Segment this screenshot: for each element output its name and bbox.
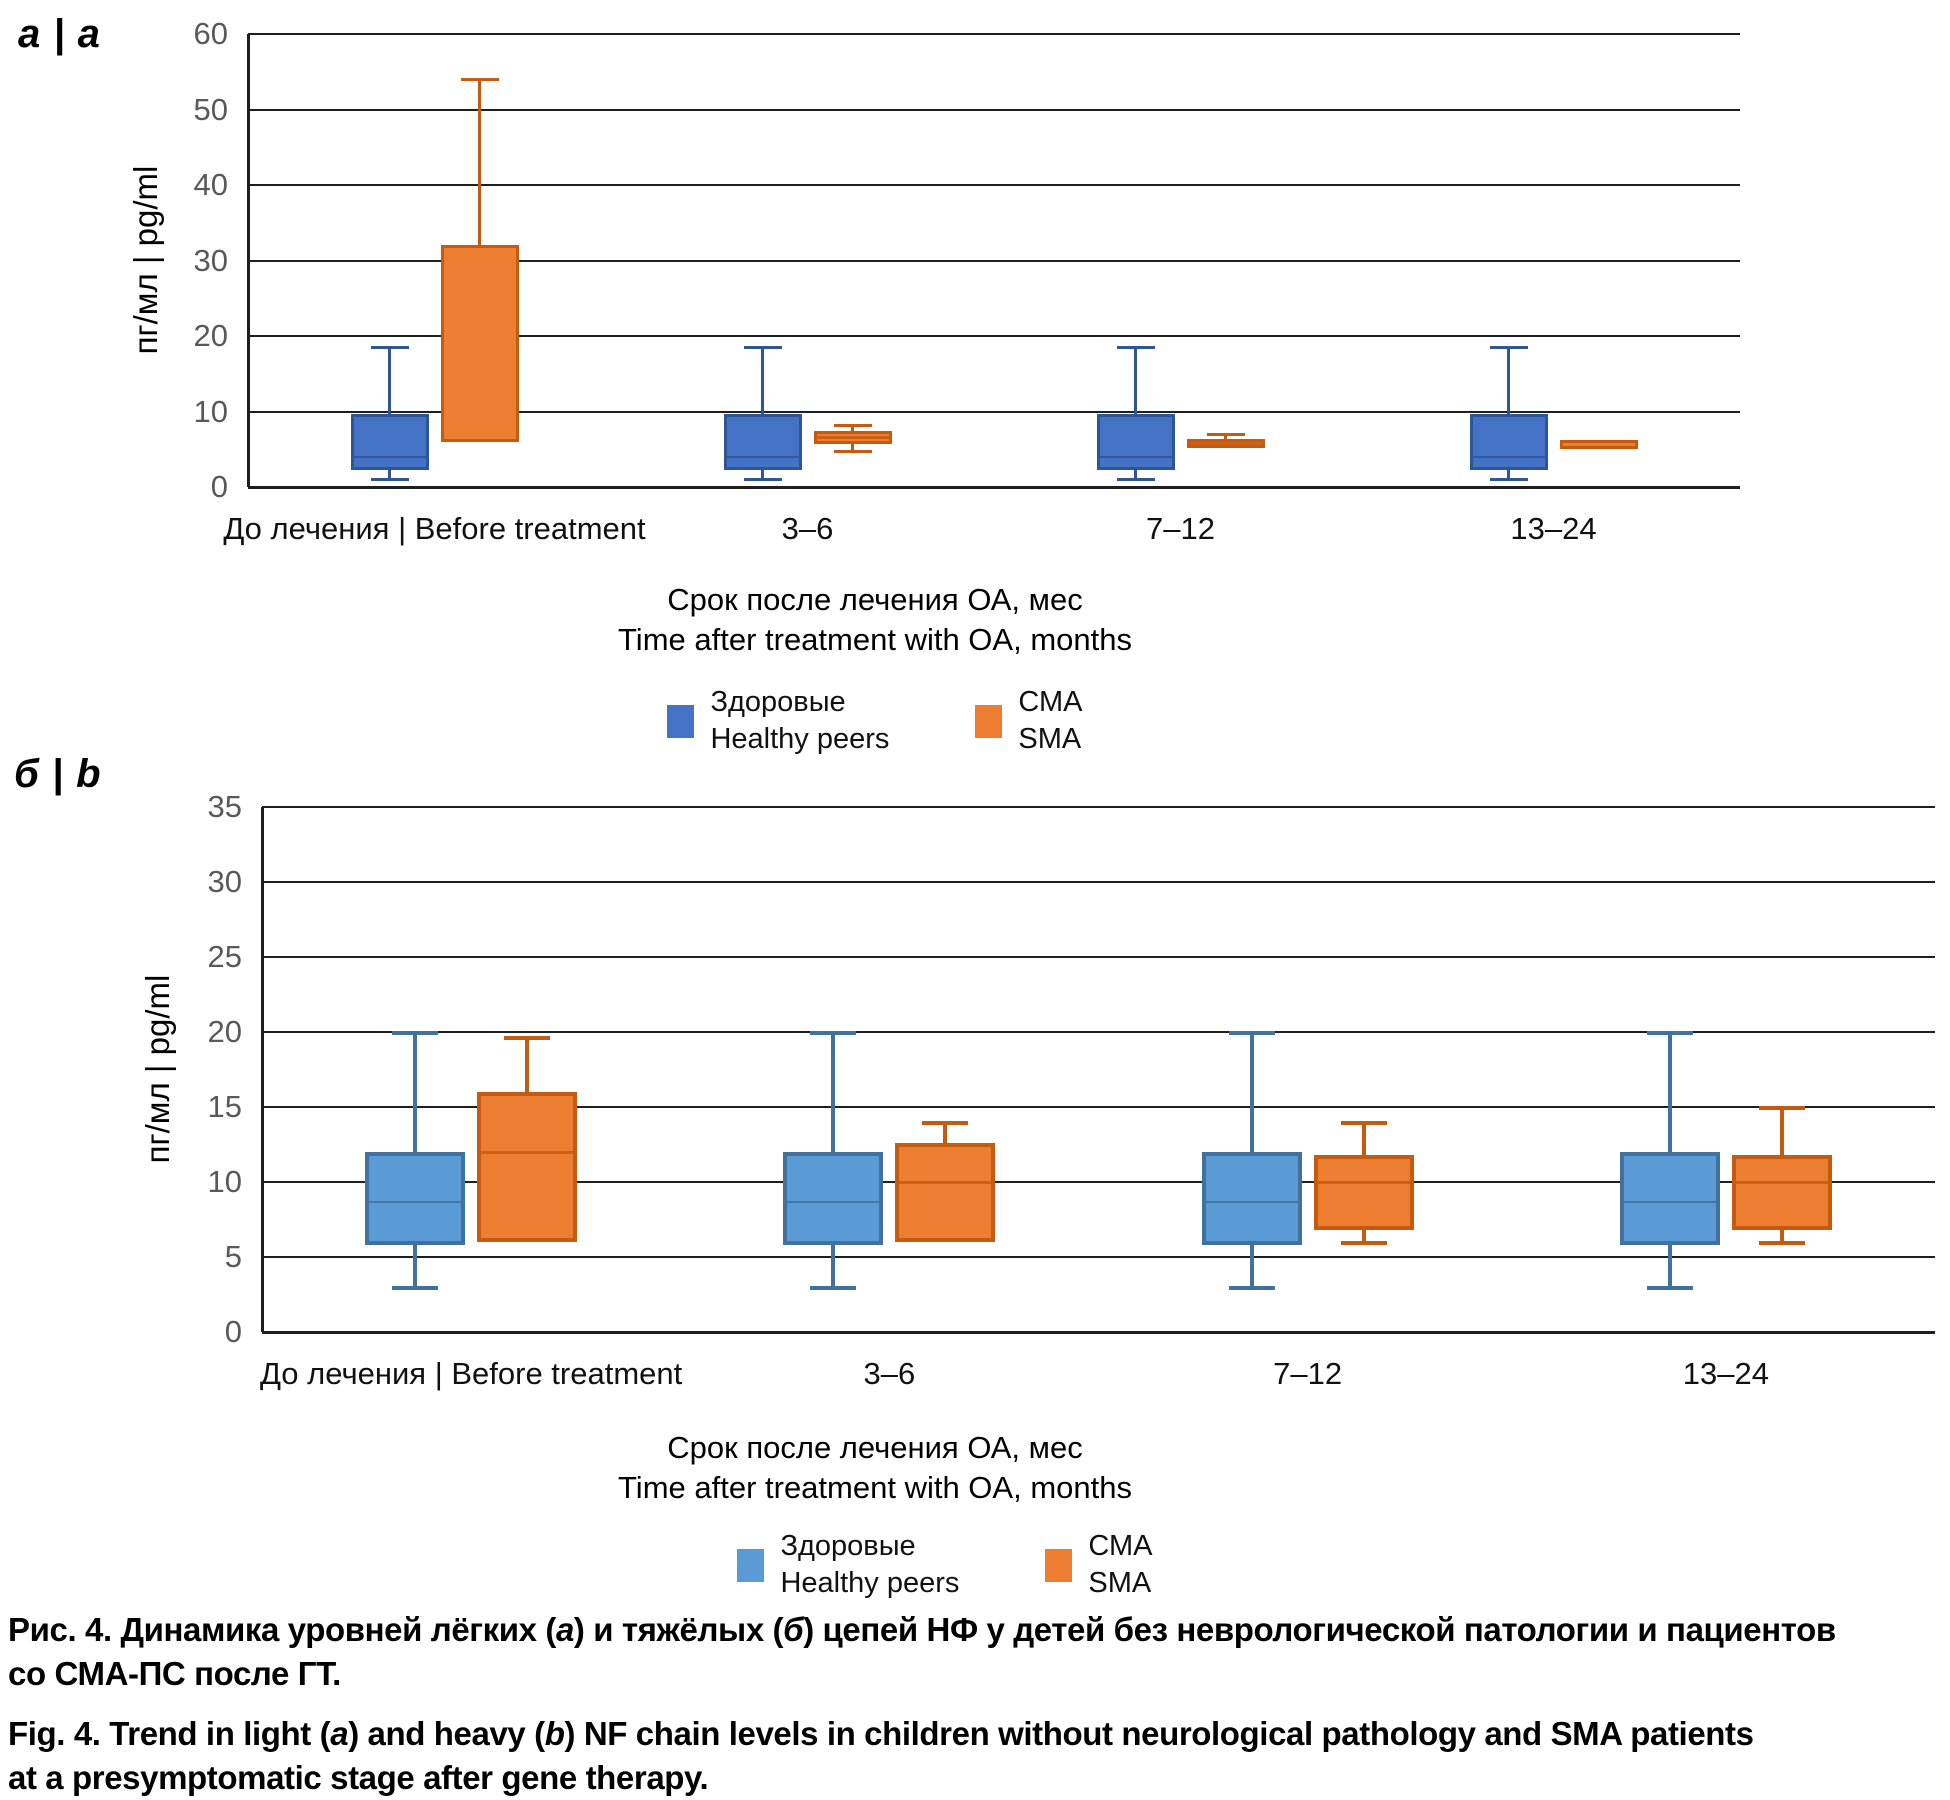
legend-item-healthy bbox=[737, 1528, 959, 1602]
gridline-35 bbox=[262, 806, 1935, 808]
legend-swatch-sma bbox=[1045, 1549, 1072, 1582]
whisker-high-healthy bbox=[761, 347, 764, 414]
whisker-low-healthy bbox=[1668, 1245, 1672, 1287]
whisker-cap-high-healthy bbox=[1229, 1031, 1275, 1035]
legend-item-healthy bbox=[667, 684, 889, 758]
whisker-cap-low-healthy bbox=[744, 478, 782, 481]
chart-panel-b bbox=[139, 789, 1935, 1391]
median-healthy bbox=[1473, 456, 1545, 459]
box-healthy bbox=[1470, 414, 1548, 471]
median-sma bbox=[1190, 442, 1262, 445]
y-tick-label-35: 35 bbox=[207, 789, 242, 824]
box-sma bbox=[895, 1143, 995, 1242]
box-sma bbox=[441, 245, 519, 441]
box-healthy bbox=[724, 414, 802, 471]
x-category-label: До лечения | Before treatment bbox=[259, 1356, 683, 1391]
x-category-label: 13–24 bbox=[1510, 511, 1597, 546]
median-healthy bbox=[354, 456, 426, 459]
y-tick-label-5: 5 bbox=[224, 1239, 242, 1274]
legend-label-healthy-en: Healthy peers bbox=[710, 723, 890, 755]
y-tick-label-20: 20 bbox=[193, 318, 228, 353]
whisker-cap-high-sma bbox=[834, 424, 872, 427]
y-tick-label-10: 10 bbox=[193, 393, 228, 429]
whisker-low-healthy bbox=[831, 1245, 835, 1287]
y-tick-label-30: 30 bbox=[207, 864, 242, 899]
whisker-high-sma bbox=[1362, 1122, 1366, 1155]
gridline-0 bbox=[248, 486, 1740, 489]
whisker-cap-low-sma bbox=[1341, 1241, 1387, 1245]
whisker-cap-low-healthy bbox=[1117, 478, 1155, 481]
whisker-cap-high-healthy bbox=[371, 346, 409, 349]
y-tick-label-30: 30 bbox=[193, 242, 228, 278]
whisker-cap-low-healthy bbox=[1229, 1286, 1275, 1290]
whisker-high-healthy bbox=[388, 347, 391, 414]
whisker-cap-high-sma bbox=[922, 1121, 968, 1125]
x-axis-title-b bbox=[250, 1428, 1500, 1508]
whisker-cap-high-healthy bbox=[1117, 346, 1155, 349]
median-healthy bbox=[369, 1201, 461, 1204]
median-sma bbox=[817, 436, 889, 439]
x-axis-title-b-en: Time after treatment with OA, months bbox=[618, 1470, 1132, 1505]
whisker-cap-low-sma bbox=[1759, 1241, 1805, 1245]
median-healthy bbox=[727, 456, 799, 459]
x-axis-title-a-en: Time after treatment with OA, months bbox=[618, 622, 1132, 657]
whisker-cap-low-healthy bbox=[392, 1286, 438, 1290]
box-healthy bbox=[365, 1152, 465, 1245]
gridline-5 bbox=[262, 1256, 1935, 1258]
y-axis-title: пг/мл | pg/ml bbox=[127, 165, 164, 355]
legend-label-sma-ru: СМА bbox=[1088, 1530, 1153, 1562]
whisker-cap-high-sma bbox=[1341, 1121, 1387, 1125]
box-healthy bbox=[1620, 1152, 1720, 1245]
legend-item-sma bbox=[975, 684, 1082, 758]
box-sma bbox=[1314, 1155, 1414, 1230]
panel-b-label: б | b bbox=[14, 752, 102, 796]
whisker-high-healthy bbox=[1250, 1032, 1254, 1152]
legend-swatch-healthy bbox=[737, 1549, 764, 1582]
box-healthy bbox=[1097, 414, 1175, 471]
median-sma bbox=[1736, 1181, 1828, 1184]
x-category-label: 7–12 bbox=[1273, 1356, 1343, 1391]
box-healthy bbox=[1202, 1152, 1302, 1245]
whisker-high-sma bbox=[943, 1122, 947, 1143]
whisker-cap-high-healthy bbox=[1490, 346, 1528, 349]
box-healthy bbox=[783, 1152, 883, 1245]
whisker-high-healthy bbox=[1507, 347, 1510, 414]
y-axis-title: пг/мл | pg/ml bbox=[139, 974, 176, 1164]
median-healthy bbox=[1100, 456, 1172, 459]
x-category-label: 13–24 bbox=[1682, 1356, 1769, 1391]
whisker-cap-low-healthy bbox=[1490, 478, 1528, 481]
y-tick-label-0: 0 bbox=[210, 469, 228, 504]
panel-a-label: а | a bbox=[18, 12, 101, 56]
legend-swatch-healthy bbox=[667, 705, 694, 738]
gridline-50 bbox=[248, 109, 1740, 111]
legend-label-healthy-ru: Здоровые bbox=[710, 686, 846, 718]
y-tick-label-40: 40 bbox=[193, 167, 228, 202]
legend-label-healthy-ru: Здоровые bbox=[780, 1530, 916, 1562]
legend-label-sma-en: SMA bbox=[1018, 723, 1082, 755]
whisker-high-healthy bbox=[831, 1032, 835, 1152]
legend-item-sma bbox=[1045, 1528, 1152, 1602]
whisker-high-healthy bbox=[413, 1032, 417, 1152]
legend-a bbox=[250, 684, 1500, 758]
y-axis-line bbox=[261, 807, 264, 1332]
gridline-40 bbox=[248, 184, 1740, 186]
x-category-label: 3–6 bbox=[781, 511, 834, 546]
x-axis-title-a bbox=[250, 580, 1500, 660]
whisker-cap-high-sma bbox=[504, 1036, 550, 1040]
legend-label-sma-ru: СМА bbox=[1018, 686, 1083, 718]
x-category-label: До лечения | Before treatment bbox=[223, 511, 646, 546]
median-sma bbox=[1318, 1181, 1410, 1184]
x-category-label: 7–12 bbox=[1146, 511, 1215, 546]
whisker-cap-high-sma bbox=[1759, 1106, 1805, 1110]
box-healthy bbox=[351, 414, 429, 471]
whisker-cap-high-healthy bbox=[744, 346, 782, 349]
y-tick-label-15: 15 bbox=[207, 1089, 242, 1124]
whisker-cap-high-healthy bbox=[1647, 1031, 1693, 1035]
whisker-high-sma bbox=[478, 79, 481, 245]
legend-label-sma-en: SMA bbox=[1088, 1567, 1152, 1599]
whisker-high-healthy bbox=[1668, 1032, 1672, 1152]
whisker-cap-high-healthy bbox=[810, 1031, 856, 1035]
whisker-low-healthy bbox=[1250, 1245, 1254, 1287]
whisker-cap-high-healthy bbox=[392, 1031, 438, 1035]
median-healthy bbox=[787, 1201, 879, 1204]
y-tick-label-50: 50 bbox=[193, 91, 228, 127]
y-tick-label-20: 20 bbox=[207, 1014, 242, 1049]
median-sma bbox=[481, 1151, 573, 1154]
caption-russian: Рис. 4. Динамика уровней лёгких (а) и тяжёлых (б) цепей НФ у детей без неврологической патологии и пациентов со СМА-ПС после ГТ. bbox=[8, 1611, 1836, 1692]
whisker-cap-low-healthy bbox=[371, 478, 409, 481]
whisker-cap-high-sma bbox=[1207, 433, 1245, 436]
whisker-cap-low-sma bbox=[834, 450, 872, 453]
y-tick-label-25: 25 bbox=[207, 939, 242, 974]
y-tick-label-10: 10 bbox=[207, 1164, 242, 1199]
x-category-label: 3–6 bbox=[863, 1356, 916, 1391]
legend-swatch-sma bbox=[975, 705, 1002, 738]
box-sma bbox=[1732, 1155, 1832, 1230]
median-healthy bbox=[1624, 1201, 1716, 1204]
whisker-high-sma bbox=[525, 1037, 529, 1093]
whisker-high-healthy bbox=[1134, 347, 1137, 414]
plot-area-b bbox=[207, 789, 1935, 1391]
whisker-high-sma bbox=[1780, 1107, 1784, 1155]
caption-english: Fig. 4. Trend in light (a) and heavy (b) NF chain levels in children without neurological pathology and SMA patients at a presymptomatic stage after gene therapy. bbox=[8, 1715, 1754, 1796]
x-axis-title-a-ru: Срок после лечения ОА, мес bbox=[667, 582, 1083, 617]
gridline-25 bbox=[262, 956, 1935, 958]
gridline-60 bbox=[248, 33, 1740, 35]
whisker-cap-low-healthy bbox=[810, 1286, 856, 1290]
gridline-0 bbox=[262, 1331, 1935, 1334]
plot-area-a bbox=[193, 16, 1740, 546]
whisker-cap-low-healthy bbox=[1647, 1286, 1693, 1290]
whisker-low-healthy bbox=[413, 1245, 417, 1287]
gridline-30 bbox=[262, 881, 1935, 883]
legend-b bbox=[320, 1528, 1570, 1602]
box-sma bbox=[1560, 440, 1638, 449]
whisker-cap-high-sma bbox=[461, 78, 499, 81]
chart-panel-a bbox=[127, 16, 1740, 546]
median-healthy bbox=[1206, 1201, 1298, 1204]
y-tick-label-0: 0 bbox=[224, 1314, 242, 1349]
box-sma bbox=[477, 1092, 577, 1242]
legend-label-healthy-en: Healthy peers bbox=[780, 1567, 960, 1599]
x-axis-title-b-ru: Срок после лечения ОА, мес bbox=[667, 1430, 1083, 1465]
median-sma bbox=[899, 1181, 991, 1184]
y-tick-label-60: 60 bbox=[193, 16, 228, 51]
